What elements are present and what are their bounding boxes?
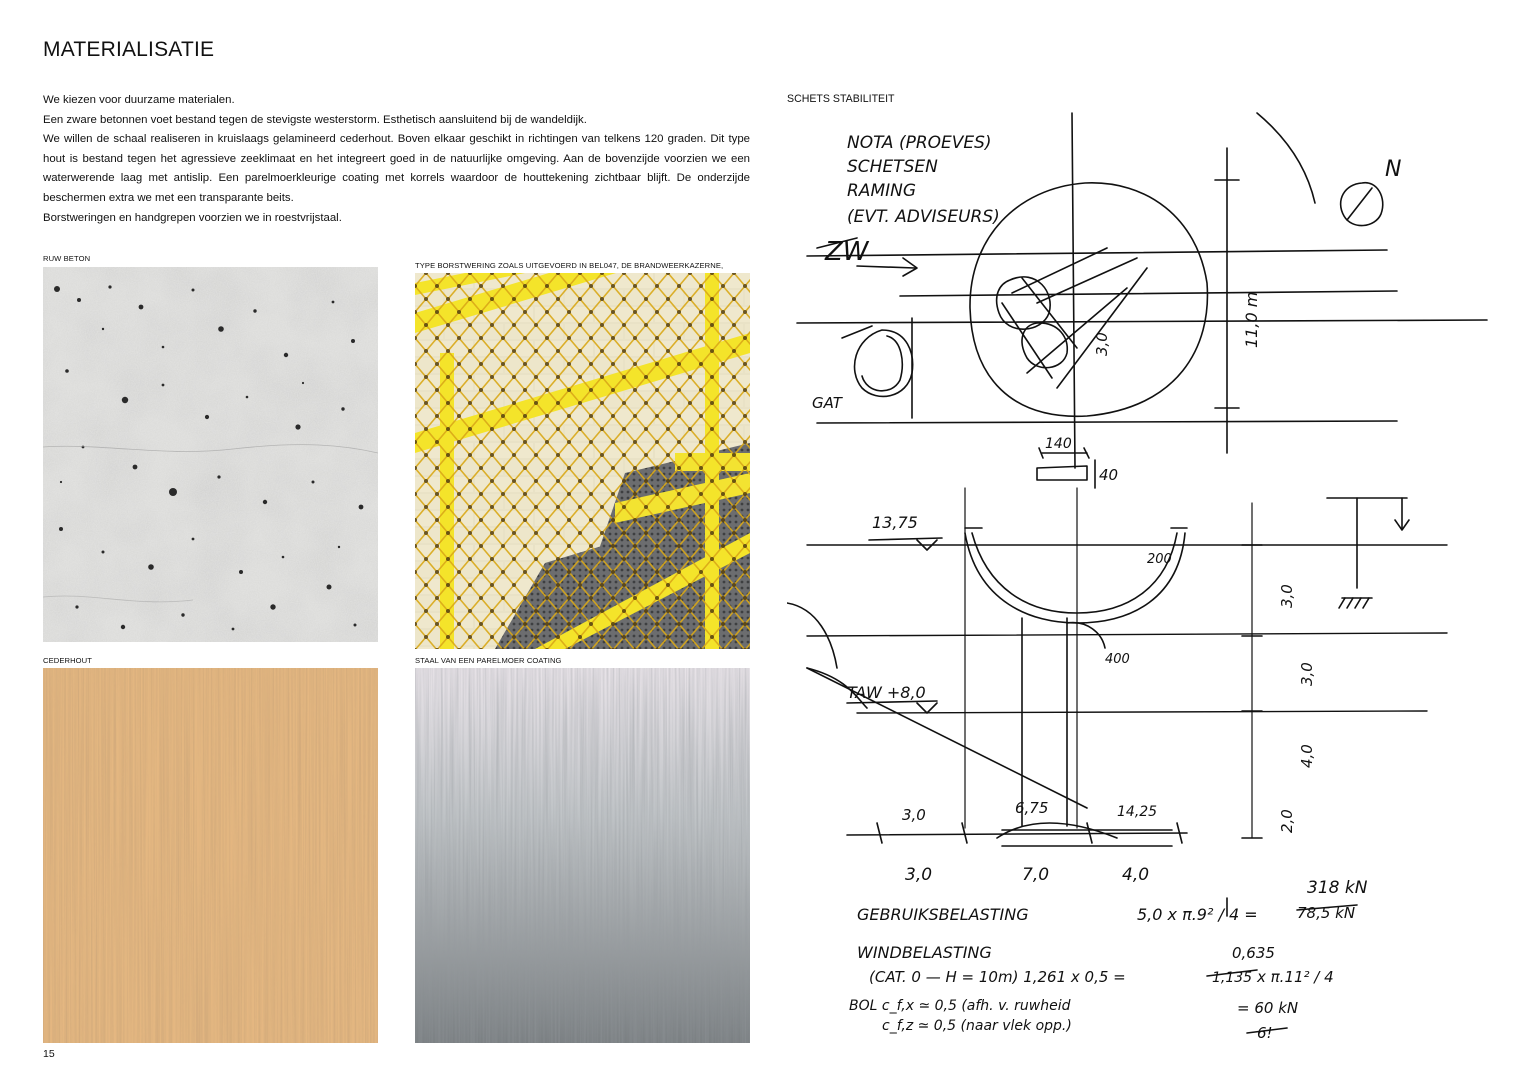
intro-text (43, 91, 750, 228)
railing-photo-image (415, 273, 750, 649)
sketch-wind-new: 0,635 (1232, 944, 1275, 962)
concrete-texture-image (43, 267, 378, 642)
sketch-right-20: 2,0 (1278, 809, 1296, 833)
sketch-dim-675: 6,75 (1015, 799, 1049, 817)
sketch-note-raming: RAMING (847, 181, 917, 201)
sketch-gebruik-label: GEBRUIKSBELASTING (857, 905, 1029, 924)
sketch-result: = 60 kN (1237, 999, 1299, 1017)
caption-staal: STAAL VAN EEN PARELMOER COATING (415, 656, 562, 665)
sketch-bol-line1: BOL c_f,x ≃ 0,5 (afh. v. ruwheid (849, 998, 1071, 1014)
sketch-wind-struck: 1,135 (1212, 970, 1253, 986)
intro-paragraph: We willen de schaal realiseren in kruislaags gelamineerd cederhout. Boven elkaar geschikt in richtingen van telkens 120 graden. Dit type hout is bestand tegen het agressieve zeeklimaat en het integreert goed in de natuurlijke omgeving. Aan de bovenzijde voorzien we een waterwerende laag met antislip. Een parelmoerkleurige coating met korrels waardoor de houttekening zichtbaar blijft. De onderzijde beschermen extra we met een transparante beits. (43, 133, 750, 204)
cedar-wood-image (43, 668, 378, 1043)
sketch-dim-400: 400 (1105, 652, 1130, 667)
stability-sketch (787, 108, 1507, 1063)
intro-paragraph: Borstweringen en handgrepen voorzien we in roestvrijstaal. (43, 211, 342, 224)
page-title: MATERIALISATIE (43, 38, 215, 61)
sketch-dim-40-bot: 4,0 (1122, 865, 1150, 885)
sketch-gebruik-result: 318 kN (1307, 878, 1368, 898)
sketch-wind-title: WINDBELASTING (857, 943, 992, 962)
sketch-result2: 6! (1257, 1024, 1273, 1042)
caption-cederhout: CEDERHOUT (43, 656, 92, 665)
sketch-north-label: N (1385, 157, 1402, 182)
sketch-gat-label: GAT (812, 394, 842, 412)
sketch-right-30b: 3,0 (1298, 662, 1316, 686)
intro-paragraph: Een zware betonnen voet bestand tegen de stevigste westerstorm. Esthetisch aansluitend bij de wandeldijk. (43, 113, 587, 126)
sketch-title: SCHETS STABILITEIT (787, 93, 895, 105)
sketch-dim-70: 7,0 (1022, 865, 1050, 885)
sketch-dim-1425: 14,25 (1117, 804, 1158, 820)
sketch-dim-140: 140 (1045, 436, 1072, 452)
intro-paragraph: We kiezen voor duurzame materialen. (43, 94, 235, 106)
sketch-level-1375: 13,75 (872, 513, 918, 532)
sketch-dim-11m: 11,0 m (1242, 291, 1261, 348)
sketch-gebruik-formula: 5,0 x π.9² / 4 = (1137, 905, 1258, 924)
sketch-note-adviseurs: (EVT. ADVISEURS) (847, 207, 1000, 227)
sketch-wind-formula: (CAT. 0 — H = 10m) 1,261 x 0,5 = (869, 968, 1126, 986)
sketch-dim-30-bot: 3,0 (905, 865, 933, 885)
sketch-dim-30-top: 3,0 (902, 806, 926, 824)
sketch-wind-pi: x π.11² / 4 (1257, 968, 1334, 986)
sketch-note-schetsen: SCHETSEN (847, 157, 938, 177)
sketch-bol-line2: c_f,z ≃ 0,5 (naar vlek opp.) (882, 1018, 1072, 1034)
sketch-right-40: 4,0 (1298, 744, 1316, 768)
sketch-dim-40: 40 (1099, 466, 1119, 484)
sketch-dim-200: 200 (1147, 552, 1172, 567)
page-number: 15 (43, 1048, 55, 1060)
sketch-wind-label: ZW (825, 237, 869, 267)
caption-ruw-beton: RUW BETON (43, 254, 91, 263)
pearl-steel-image (415, 668, 750, 1043)
sketch-note-nota: NOTA (PROEVES) (847, 133, 992, 153)
sketch-gebruik-struck: 78,5 kN (1297, 904, 1356, 922)
sketch-dim-30-circle: 3,0 (1093, 332, 1111, 356)
sketch-right-30: 3,0 (1278, 584, 1296, 608)
sketch-taw-label: TAW +8,0 (847, 683, 926, 702)
caption-borstwering: TYPE BORSTWERING ZOALS UITGEVOERD IN BEL047, DE BRANDWEERKAZERNE, (415, 261, 724, 270)
